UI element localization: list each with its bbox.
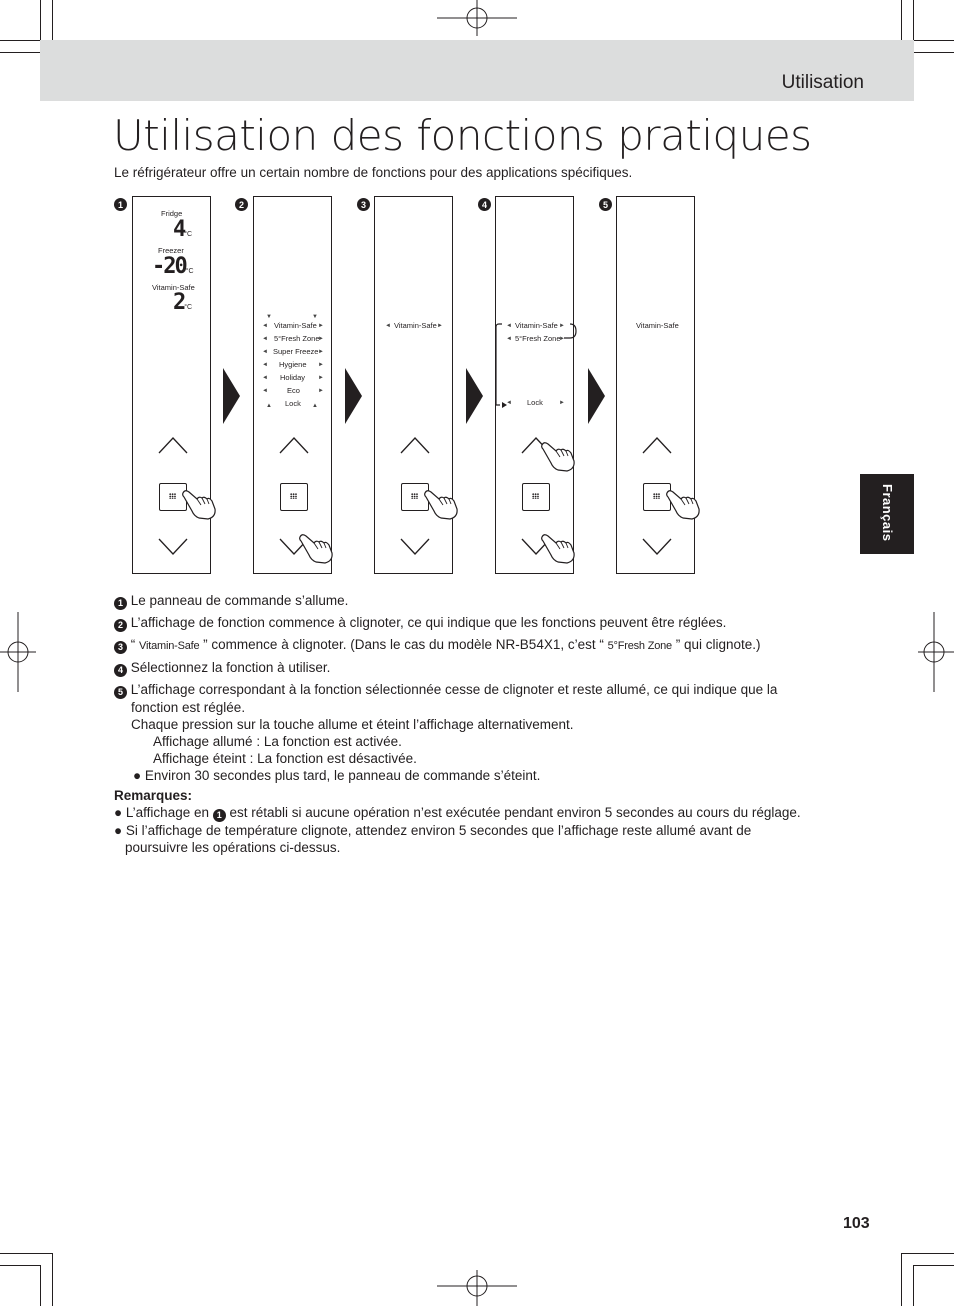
hand-pointer-icon <box>540 439 576 473</box>
crop-mark <box>0 40 40 41</box>
intro-text: Le réfrigérateur offre un certain nombre de fonctions pour des applications spécifiques. <box>114 165 633 180</box>
remark-text: ● L’affichage en <box>114 805 209 820</box>
function-fresh-zone: 5°Fresh Zone <box>515 334 561 343</box>
step-number-badge: 1 <box>114 597 127 610</box>
registration-mark <box>437 1266 517 1306</box>
language-tab <box>860 474 914 554</box>
freezer-label: Freezer <box>158 246 184 255</box>
function-fresh-zone: 5°Fresh Zone <box>274 334 320 343</box>
registration-mark <box>914 612 954 692</box>
up-arrow-icon[interactable] <box>641 435 673 455</box>
step-text: L’affichage de fonction commence à clignoter, ce qui indique que les fonctions peuvent être réglées. <box>130 615 727 630</box>
blink-arrow-icon: ▲ <box>266 403 272 409</box>
left-arrow-icon: ◄ <box>262 388 268 394</box>
vitamin-safe-temp: 2°C <box>173 290 193 315</box>
registration-mark <box>0 612 40 692</box>
crop-mark <box>914 1265 954 1266</box>
quote-open: “ <box>130 637 136 652</box>
function-vitamin-safe: Vitamin-Safe <box>515 321 558 330</box>
crop-mark <box>40 1265 41 1306</box>
up-arrow-icon[interactable] <box>399 435 431 455</box>
fridge-temp: 4°C <box>173 217 193 242</box>
step-2 <box>114 614 854 632</box>
select-button[interactable] <box>280 483 308 511</box>
right-arrow-icon: ► <box>318 375 324 381</box>
next-step-arrow-icon <box>223 368 240 424</box>
right-arrow-icon: ► <box>559 323 565 329</box>
left-arrow-icon: ◄ <box>506 336 512 342</box>
next-step-arrow-icon <box>588 368 605 424</box>
remark-2: ● Si l’affichage de température clignote, attendez environ 5 secondes que l’affichage reste allumé avant de <box>114 823 752 838</box>
steps-list <box>114 592 854 784</box>
step-text: Sélectionnez la fonction à utiliser. <box>130 660 331 675</box>
step-text: ” qui clignote.) <box>675 637 761 652</box>
page-number: 103 <box>843 1215 870 1232</box>
step-1 <box>114 592 854 610</box>
crop-mark <box>0 1265 40 1266</box>
remarks <box>114 787 854 856</box>
function-super-freeze: Super Freeze <box>273 347 319 356</box>
left-arrow-icon: ◄ <box>262 323 268 329</box>
hand-pointer-icon <box>181 487 217 521</box>
step-number-1: 1 <box>114 198 127 211</box>
step-text: Chaque pression sur la touche allume et éteint l’affichage alternativement. <box>131 717 574 732</box>
down-arrow-icon[interactable] <box>399 537 431 557</box>
step-number-2: 2 <box>235 198 248 211</box>
left-arrow-icon: ◄ <box>385 323 391 329</box>
control-panel-1 <box>132 196 211 574</box>
crop-mark <box>40 0 41 40</box>
step-number-3: 3 <box>357 198 370 211</box>
step-3 <box>114 636 854 655</box>
blink-arrow-icon: ▼ <box>312 314 318 320</box>
crop-mark <box>913 1265 914 1306</box>
step-text: ● Environ 30 secondes plus tard, le panneau de commande s’éteint. <box>133 768 541 783</box>
left-arrow-icon: ◄ <box>262 336 268 342</box>
step-text: fonction est réglée. <box>131 700 246 715</box>
remark-1 <box>114 804 854 822</box>
function-vitamin-safe: Vitamin-Safe <box>394 321 437 330</box>
hand-pointer-icon <box>540 531 576 565</box>
control-panel-5 <box>616 196 695 574</box>
left-arrow-icon: ◄ <box>262 362 268 368</box>
page-title: Utilisation des fonctions pratiques <box>113 111 812 160</box>
step-number-badge: 5 <box>114 686 127 699</box>
left-arrow-icon: ◄ <box>262 375 268 381</box>
right-arrow-icon: ► <box>318 336 324 342</box>
function-hygiene: Hygiene <box>279 360 307 369</box>
header-band <box>40 40 914 101</box>
crop-mark <box>901 1253 902 1306</box>
step-number-badge: 1 <box>213 809 226 822</box>
crop-mark <box>914 40 954 41</box>
language-tab-label: Français <box>880 484 895 542</box>
crop-mark <box>913 0 914 40</box>
remark-2-continued: poursuivre les opérations ci-dessus. <box>125 840 341 855</box>
hand-pointer-icon <box>423 487 459 521</box>
function-vitamin-safe: Vitamin-Safe <box>274 321 317 330</box>
hand-pointer-icon <box>665 487 701 521</box>
select-button[interactable] <box>522 483 550 511</box>
step-5 <box>114 681 854 699</box>
down-arrow-icon[interactable] <box>641 537 673 557</box>
up-arrow-icon[interactable] <box>157 435 189 455</box>
next-step-arrow-icon <box>345 368 362 424</box>
step-number-5: 5 <box>599 198 612 211</box>
up-arrow-icon[interactable] <box>278 435 310 455</box>
control-panel-4 <box>495 196 574 574</box>
right-arrow-icon: ► <box>559 400 565 406</box>
right-arrow-icon: ► <box>559 336 565 342</box>
crop-mark <box>901 1253 954 1254</box>
crop-mark <box>52 1253 53 1306</box>
function-eco: Eco <box>287 386 300 395</box>
left-arrow-icon: ◄ <box>262 349 268 355</box>
registration-mark <box>437 0 517 40</box>
step-text: Le panneau de commande s’allume. <box>130 593 349 608</box>
hand-pointer-icon <box>298 531 334 565</box>
step-number-badge: 4 <box>114 664 127 677</box>
section-title: Utilisation <box>781 72 864 93</box>
blink-arrow-icon: ▲ <box>312 403 318 409</box>
step-text: L’affichage correspondant à la fonction sélectionnée cesse de clignoter et reste allumé, ce qui indique que la <box>130 682 778 697</box>
function-lock: Lock <box>527 398 543 407</box>
step-4 <box>114 659 854 677</box>
step-number-4: 4 <box>478 198 491 211</box>
down-arrow-icon[interactable] <box>157 537 189 557</box>
remark-text: est rétabli si aucune opération n’est exécutée pendant environ 5 secondes au cours du réglage. <box>229 805 801 820</box>
function-holiday: Holiday <box>280 373 306 382</box>
left-arrow-icon: ◄ <box>506 400 512 406</box>
right-arrow-icon: ► <box>318 349 324 355</box>
right-arrow-icon: ► <box>437 323 443 329</box>
step-number-badge: 2 <box>114 619 127 632</box>
step-number-badge: 3 <box>114 641 127 654</box>
right-arrow-icon: ► <box>318 323 324 329</box>
fridge-label: Fridge <box>161 209 183 218</box>
cycle-bracket-icon <box>492 323 584 409</box>
right-arrow-icon: ► <box>318 388 324 394</box>
function-vitamin-safe: Vitamin-Safe <box>636 321 679 330</box>
left-arrow-icon: ◄ <box>506 323 512 329</box>
display-chip-vitamin-safe: Vitamin-Safe <box>139 640 200 652</box>
crop-mark <box>0 1253 52 1254</box>
blink-arrow-icon: ▼ <box>266 314 272 320</box>
vitamin-safe-label: Vitamin-Safe <box>152 283 195 292</box>
function-lock: Lock <box>285 399 301 408</box>
step-text: Affichage allumé : La fonction est activée. <box>153 734 402 749</box>
step-text: ” commence à clignoter. (Dans le cas du modèle NR-B54X1, c’est “ <box>203 637 604 652</box>
control-panel-3 <box>374 196 453 574</box>
display-chip-fresh-zone: 5°Fresh Zone <box>607 640 672 652</box>
step-text: Affichage éteint : La fonction est désactivée. <box>153 751 417 766</box>
next-step-arrow-icon <box>466 368 483 424</box>
remarks-title: Remarques: <box>114 788 193 803</box>
control-panel-2 <box>253 196 332 574</box>
freezer-temp: -20°C <box>152 254 194 279</box>
right-arrow-icon: ► <box>318 362 324 368</box>
